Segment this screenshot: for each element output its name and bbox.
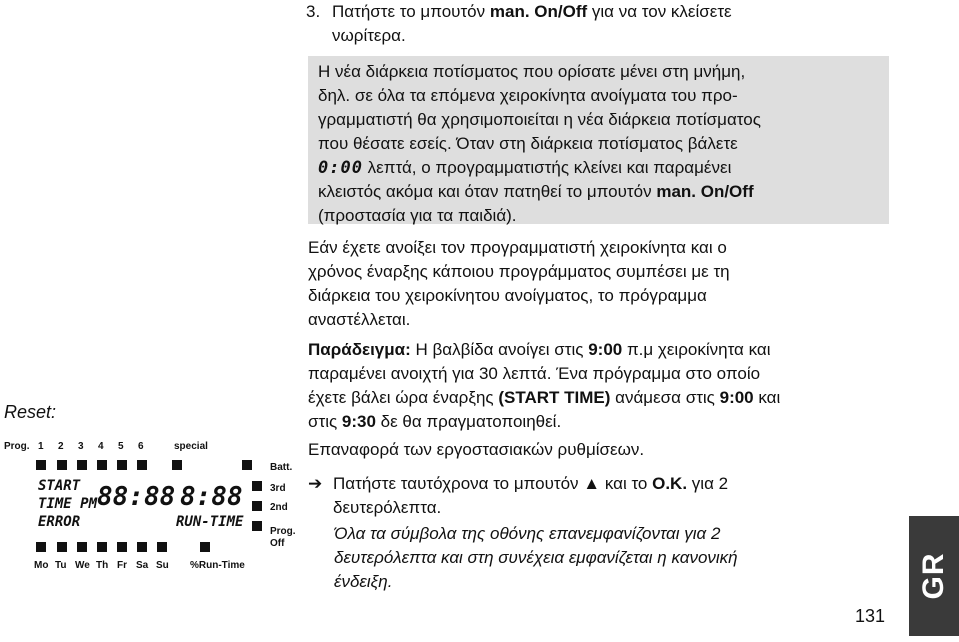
indicator-square xyxy=(137,542,147,552)
ok-button-name: O.K. xyxy=(652,474,688,493)
indicator-square xyxy=(117,460,127,470)
reset-result: ένδειξη. xyxy=(334,572,393,591)
note-line: που θέσατε εσείς. Όταν στη διάρκεια ποτίσματος βάλετε xyxy=(318,134,738,153)
indicator-square xyxy=(97,460,107,470)
note-line: δηλ. σε όλα τα επόμενα χειροκίνητα ανοίγματα του προ- xyxy=(318,86,738,105)
page-number: 131 xyxy=(855,606,886,626)
batt-label: Batt. xyxy=(270,462,293,473)
error-segment: ERROR xyxy=(38,514,81,530)
indicator-square xyxy=(242,460,252,470)
language-tab-label: GR xyxy=(917,552,950,600)
step-text-line2: νωρίτερα. xyxy=(332,26,406,45)
example-text: παραμένει ανοιχτή για 30 λεπτά. Ένα πρόγραμμα στο οποίο xyxy=(308,364,761,383)
example-time: 9:00 xyxy=(719,388,754,407)
indicator-square xyxy=(36,460,46,470)
indicator-square xyxy=(172,460,182,470)
indicator-square xyxy=(77,460,87,470)
reset-instruction: Πατήστε ταυτόχρονα το μπουτόν xyxy=(333,474,584,493)
step-number: 3. xyxy=(306,2,321,21)
indicator-square xyxy=(252,481,262,491)
day-label: Sa xyxy=(136,560,149,571)
note-line: λεπτά, ο προγραμματιστής κλείνει και παραμένει xyxy=(362,158,732,177)
step-text: Πατήστε το μπουτόν xyxy=(332,2,490,21)
run-time-segment: RUN-TIME xyxy=(176,514,244,530)
prog-off-label: Prog. xyxy=(270,526,296,537)
example-text: ανάμεσα στις xyxy=(610,388,720,407)
note-line: (προστασία για τα παιδιά). xyxy=(318,206,517,225)
reset-heading: Reset: xyxy=(4,402,57,422)
indicator-square xyxy=(157,542,167,552)
para-line: Εάν έχετε ανοίξει τον προγραμματιστή χειροκίνητα και ο xyxy=(308,238,727,257)
reset-description: Επαναφορά των εργοστασιακών ρυθμίσεων. xyxy=(308,440,645,459)
para-line: αναστέλλεται. xyxy=(308,310,411,329)
step-text-end: για να τον κλείσετε xyxy=(587,2,732,21)
prog-number: 2 xyxy=(58,441,64,452)
step-3 xyxy=(306,0,866,48)
prog-number: 6 xyxy=(138,441,144,452)
para-line: χρόνος έναρξης κάποιου προγράμματος συμπέσει με τη xyxy=(308,262,730,281)
indicator-square xyxy=(252,521,262,531)
indicator-square xyxy=(77,542,87,552)
day-label: Su xyxy=(156,560,169,571)
day-label: Fr xyxy=(117,560,127,571)
reset-instruction: για 2 xyxy=(687,474,729,493)
day-label: We xyxy=(75,560,90,571)
reset-instruction: δευτερόλεπτα. xyxy=(333,498,442,517)
note-box xyxy=(308,56,889,224)
note-line: κλειστός ακόμα και όταν πατηθεί το μπουτόν xyxy=(318,182,657,201)
example-text: π.μ χειροκίνητα και xyxy=(622,340,771,359)
example-text: δε θα πραγματοποιηθεί. xyxy=(375,412,562,431)
prog-number: 1 xyxy=(38,441,44,452)
language-tab xyxy=(909,516,959,636)
indicator-square xyxy=(57,460,67,470)
example-text: και xyxy=(753,388,781,407)
start-time-term: (START TIME) xyxy=(498,388,611,407)
example-text: Η βαλβίδα ανοίγει στις xyxy=(410,340,589,359)
day-label: Tu xyxy=(55,560,67,571)
note-line: γραμματιστή θα χρησιμοποιείται η νέα διάρκεια ποτίσματος xyxy=(318,110,761,129)
run-percent-label: %Run-Time xyxy=(190,560,245,571)
lcd-value: 0:00 xyxy=(318,158,363,178)
up-triangle-icon: ▲ xyxy=(583,474,601,493)
indicator-square xyxy=(117,542,127,552)
example-time: 9:00 xyxy=(588,340,623,359)
button-name: man. On/Off xyxy=(489,2,588,21)
indicator-square xyxy=(200,542,210,552)
indicator-square xyxy=(36,542,46,552)
big-digits-segment: 88:88 xyxy=(97,482,176,512)
small-digits-segment: 8:88 xyxy=(180,482,243,512)
prog-off-label: Off xyxy=(270,538,285,549)
third-label: 3rd xyxy=(270,483,286,494)
indicator-square xyxy=(57,542,67,552)
prog-label: Prog. xyxy=(4,441,30,452)
button-name: man. On/Off xyxy=(656,182,754,201)
prog-number: 3 xyxy=(78,441,84,452)
indicator-square xyxy=(97,542,107,552)
example-time: 9:30 xyxy=(341,412,376,431)
example-text: στις xyxy=(308,412,342,431)
indicator-square xyxy=(137,460,147,470)
day-label: Mo xyxy=(34,560,49,571)
indicator-square xyxy=(252,501,262,511)
arrow-icon: ➔ xyxy=(308,474,323,493)
reset-result: δευτερόλεπτα και στη συνέχεια εμφανίζεται η κανονική xyxy=(334,548,738,567)
reset-instruction: και το xyxy=(600,474,653,493)
prog-number: 4 xyxy=(98,441,104,452)
second-label: 2nd xyxy=(270,502,288,513)
paragraph-conflict xyxy=(308,236,888,332)
note-line: Η νέα διάρκεια ποτίσματος που ορίσατε μένει στη μνήμη, xyxy=(318,62,746,81)
example-paragraph xyxy=(308,338,888,434)
example-text: έχετε βάλει ώρα έναρξης xyxy=(308,388,499,407)
reset-section xyxy=(308,438,888,594)
day-label: Th xyxy=(96,560,109,571)
prog-number: 5 xyxy=(118,441,124,452)
reset-result: Όλα τα σύμβολα της οθόνης επανεμφανίζονται για 2 xyxy=(334,524,721,543)
start-segment: START xyxy=(38,478,81,494)
special-label: special xyxy=(174,441,208,452)
example-label: Παράδειγμα: xyxy=(308,340,411,359)
lcd-display-illustration xyxy=(0,436,300,576)
para-line: διάρκεια του χειροκίνητου ανοίγματος, το πρόγραμμα xyxy=(308,286,707,305)
time-pm-segment: TIME PM xyxy=(38,496,98,512)
